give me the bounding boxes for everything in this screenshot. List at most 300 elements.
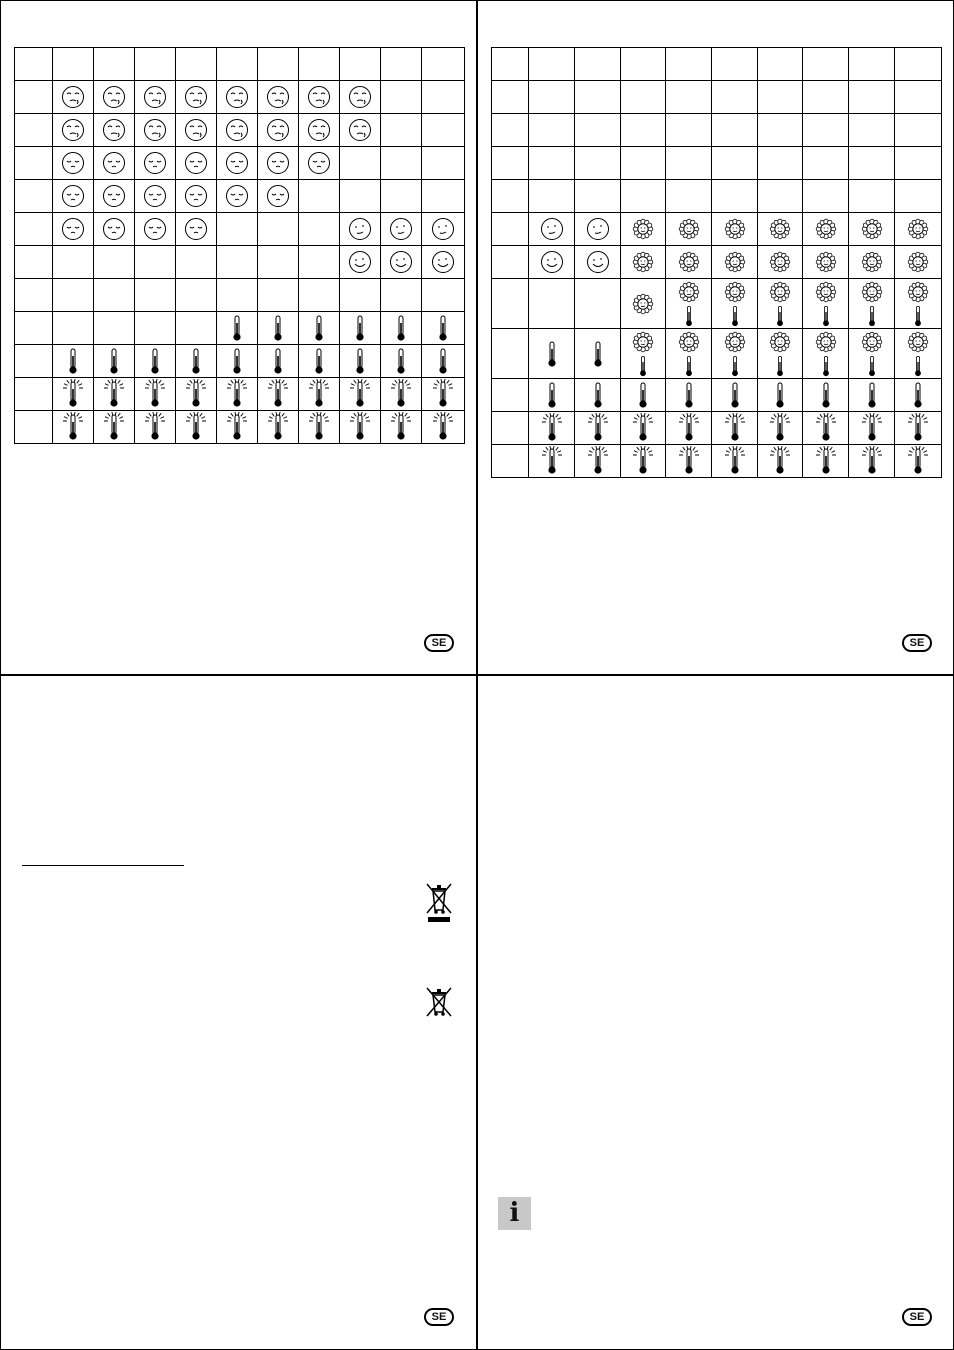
table-cell <box>15 180 53 213</box>
table-cell <box>340 114 381 147</box>
table-cell <box>849 180 895 213</box>
sleepy-face-icon <box>176 151 216 175</box>
table-cell <box>529 48 575 81</box>
table-cell <box>666 147 712 180</box>
thermometer-icon <box>135 346 175 376</box>
flower-icon <box>621 250 665 274</box>
hot-thermometer-icon <box>135 379 175 409</box>
table-cell <box>712 445 758 478</box>
table-row <box>15 114 465 147</box>
table-cell <box>258 246 299 279</box>
sleepy-face-icon <box>258 151 298 175</box>
table-cell <box>176 180 217 213</box>
table-row <box>492 147 942 180</box>
table-cell <box>492 147 529 180</box>
hot-thermometer-icon <box>53 412 93 442</box>
table-cell <box>575 412 621 445</box>
flower-icon <box>849 280 894 328</box>
table-row <box>15 48 465 81</box>
table-cell <box>94 378 135 411</box>
flower-icon <box>895 250 941 274</box>
hot-thermometer-icon <box>712 413 757 443</box>
thermometer-icon <box>258 313 298 343</box>
table-row <box>492 445 942 478</box>
hot-thermometer-icon <box>666 446 711 476</box>
table-cell <box>492 445 529 478</box>
table-cell <box>340 213 381 246</box>
sleepy-face-icon <box>176 217 216 241</box>
flower-icon <box>803 250 848 274</box>
sleepy-face-icon <box>53 184 93 208</box>
table-cell <box>94 246 135 279</box>
table-cell <box>422 114 465 147</box>
tired-face-icon <box>299 85 339 109</box>
table-cell <box>849 412 895 445</box>
sleepy-face-icon <box>53 151 93 175</box>
table-cell <box>895 81 942 114</box>
table-cell <box>712 213 758 246</box>
thermometer-icon <box>381 313 421 343</box>
thermometer-icon <box>895 380 941 410</box>
table-cell <box>340 279 381 312</box>
tired-face-icon <box>217 85 257 109</box>
tired-face-icon <box>176 118 216 142</box>
table-cell <box>217 180 258 213</box>
table-cell <box>575 48 621 81</box>
table-cell <box>15 279 53 312</box>
table-cell <box>529 246 575 279</box>
hot-thermometer-icon <box>621 446 665 476</box>
hot-thermometer-icon <box>621 413 665 443</box>
thermometer-icon <box>666 380 711 410</box>
table-cell <box>217 345 258 378</box>
hot-thermometer-icon <box>340 379 380 409</box>
country-badge: SE <box>424 1308 454 1326</box>
table-cell <box>15 411 53 444</box>
table-cell <box>529 279 575 329</box>
sleepy-face-icon <box>53 217 93 241</box>
sleepy-face-icon <box>217 184 257 208</box>
smiling-face-icon <box>422 250 464 274</box>
hot-thermometer-icon <box>422 379 464 409</box>
table-cell <box>849 81 895 114</box>
table-cell <box>299 312 340 345</box>
thermometer-icon <box>575 339 620 369</box>
flower-icon <box>621 330 665 378</box>
table-cell <box>15 147 53 180</box>
table-cell <box>299 180 340 213</box>
table-cell <box>299 279 340 312</box>
table-cell <box>258 312 299 345</box>
table-cell <box>575 246 621 279</box>
table-cell <box>529 213 575 246</box>
thermometer-icon <box>176 346 216 376</box>
table-cell <box>492 180 529 213</box>
tired-face-icon <box>135 118 175 142</box>
table-cell <box>758 246 803 279</box>
thermometer-icon <box>712 380 757 410</box>
table-cell <box>176 411 217 444</box>
table-cell <box>712 48 758 81</box>
neutral-face-icon <box>422 217 464 241</box>
table-cell <box>575 81 621 114</box>
table-cell <box>621 246 666 279</box>
table-cell <box>53 345 94 378</box>
table-cell <box>381 147 422 180</box>
tired-face-icon <box>299 118 339 142</box>
sleepy-face-icon <box>176 184 216 208</box>
table-row <box>492 329 942 379</box>
hot-thermometer-icon <box>258 412 298 442</box>
hot-thermometer-icon <box>666 413 711 443</box>
table-cell <box>53 411 94 444</box>
tired-face-icon <box>258 85 298 109</box>
table-cell <box>895 147 942 180</box>
flower-icon <box>758 217 802 241</box>
table-cell <box>176 312 217 345</box>
table-cell <box>94 114 135 147</box>
table-cell <box>849 213 895 246</box>
table-cell <box>492 81 529 114</box>
table-cell <box>381 213 422 246</box>
table-cell <box>299 345 340 378</box>
table-cell <box>621 147 666 180</box>
table-cell <box>299 378 340 411</box>
table-cell <box>803 445 849 478</box>
table-cell <box>176 81 217 114</box>
table-cell <box>258 213 299 246</box>
hot-thermometer-icon <box>135 412 175 442</box>
hot-thermometer-icon <box>849 413 894 443</box>
table-cell <box>53 312 94 345</box>
country-badge: SE <box>902 1308 932 1326</box>
table-cell <box>575 329 621 379</box>
table-cell <box>176 48 217 81</box>
table-cell <box>299 213 340 246</box>
table-cell <box>15 312 53 345</box>
sleepy-face-icon <box>94 217 134 241</box>
table-cell <box>849 379 895 412</box>
table-cell <box>94 312 135 345</box>
sleepy-face-icon <box>299 151 339 175</box>
table-cell <box>15 246 53 279</box>
table-cell <box>758 279 803 329</box>
table-cell <box>666 213 712 246</box>
table-row <box>15 180 465 213</box>
tired-face-icon <box>94 118 134 142</box>
tired-face-icon <box>53 118 93 142</box>
table-cell <box>422 147 465 180</box>
hot-thermometer-icon <box>94 412 134 442</box>
table-cell <box>299 246 340 279</box>
table-cell <box>849 147 895 180</box>
table-cell <box>758 213 803 246</box>
smiling-face-icon <box>575 250 620 274</box>
hot-thermometer-icon <box>758 413 802 443</box>
table-cell <box>176 345 217 378</box>
table-cell <box>803 180 849 213</box>
table-cell <box>53 114 94 147</box>
table-cell <box>135 378 176 411</box>
table-cell <box>381 246 422 279</box>
table-cell <box>422 48 465 81</box>
flower-icon <box>621 217 665 241</box>
table-cell <box>575 213 621 246</box>
tired-face-icon <box>340 85 380 109</box>
table-cell <box>94 48 135 81</box>
table-cell <box>340 345 381 378</box>
table-row <box>15 213 465 246</box>
neutral-face-icon <box>340 217 380 241</box>
table-cell <box>666 279 712 329</box>
table-cell <box>135 213 176 246</box>
table-cell <box>135 246 176 279</box>
tired-face-icon <box>176 85 216 109</box>
table-cell <box>849 114 895 147</box>
table-cell <box>176 279 217 312</box>
table-cell <box>135 279 176 312</box>
table-cell <box>575 147 621 180</box>
neutral-face-icon <box>529 217 574 241</box>
table-cell <box>712 329 758 379</box>
table-cell <box>15 378 53 411</box>
table-row <box>15 312 465 345</box>
table-cell <box>422 411 465 444</box>
table-cell <box>895 114 942 147</box>
sleepy-face-icon <box>135 184 175 208</box>
flower-icon <box>803 280 848 328</box>
table-cell <box>758 329 803 379</box>
sleepy-face-icon <box>94 184 134 208</box>
table-cell <box>621 412 666 445</box>
table-cell <box>135 180 176 213</box>
table-cell <box>381 114 422 147</box>
table-cell <box>712 412 758 445</box>
left-symbol-table <box>14 47 465 444</box>
table-cell <box>299 147 340 180</box>
table-cell <box>340 180 381 213</box>
table-cell <box>758 147 803 180</box>
table-cell <box>258 378 299 411</box>
table-cell <box>492 114 529 147</box>
table-cell <box>529 81 575 114</box>
table-cell <box>758 412 803 445</box>
flower-icon <box>849 250 894 274</box>
right-symbol-table <box>491 47 942 478</box>
table-cell <box>381 378 422 411</box>
table-cell <box>135 48 176 81</box>
table-cell <box>135 114 176 147</box>
table-cell <box>803 48 849 81</box>
table-cell <box>422 180 465 213</box>
hot-thermometer-icon <box>529 413 574 443</box>
hot-thermometer-icon <box>94 379 134 409</box>
table-cell <box>176 213 217 246</box>
table-row <box>492 81 942 114</box>
table-cell <box>422 279 465 312</box>
table-cell <box>381 48 422 81</box>
table-cell <box>803 147 849 180</box>
table-cell <box>849 48 895 81</box>
table-cell <box>712 81 758 114</box>
table-cell <box>529 412 575 445</box>
thermometer-icon <box>422 313 464 343</box>
table-cell <box>758 81 803 114</box>
table-cell <box>176 147 217 180</box>
table-cell <box>803 213 849 246</box>
table-row <box>492 246 942 279</box>
table-cell <box>299 48 340 81</box>
hot-thermometer-icon <box>258 379 298 409</box>
table-cell <box>529 180 575 213</box>
table-cell <box>803 279 849 329</box>
thermometer-icon <box>53 346 93 376</box>
thermometer-icon <box>340 313 380 343</box>
tired-face-icon <box>53 85 93 109</box>
table-cell <box>381 180 422 213</box>
crossed-bin-icon <box>424 986 454 1018</box>
flower-icon <box>849 217 894 241</box>
table-cell <box>217 378 258 411</box>
table-row <box>492 180 942 213</box>
table-cell <box>15 81 53 114</box>
table-row <box>492 213 942 246</box>
table-cell <box>422 312 465 345</box>
flower-icon <box>849 330 894 378</box>
table-cell <box>340 81 381 114</box>
hot-thermometer-icon <box>575 446 620 476</box>
table-cell <box>53 147 94 180</box>
flower-icon <box>712 250 757 274</box>
tired-face-icon <box>340 118 380 142</box>
sleepy-face-icon <box>135 217 175 241</box>
table-cell <box>492 279 529 329</box>
table-cell <box>803 329 849 379</box>
info-icon <box>498 1197 531 1230</box>
flower-icon <box>666 217 711 241</box>
hot-thermometer-icon <box>803 413 848 443</box>
hot-thermometer-icon <box>53 379 93 409</box>
table-cell <box>666 412 712 445</box>
table-row <box>15 246 465 279</box>
table-cell <box>529 147 575 180</box>
table-cell <box>53 246 94 279</box>
hot-thermometer-icon <box>217 379 257 409</box>
table-cell <box>217 411 258 444</box>
table-cell <box>53 279 94 312</box>
table-cell <box>492 48 529 81</box>
hot-thermometer-icon <box>422 412 464 442</box>
table-cell <box>15 114 53 147</box>
hot-thermometer-icon <box>340 412 380 442</box>
table-cell <box>176 378 217 411</box>
country-badge: SE <box>424 634 454 652</box>
thermometer-icon <box>217 313 257 343</box>
hot-thermometer-icon <box>575 413 620 443</box>
tired-face-icon <box>217 118 257 142</box>
table-cell <box>94 147 135 180</box>
table-cell <box>895 412 942 445</box>
tired-face-icon <box>135 85 175 109</box>
table-cell <box>621 180 666 213</box>
table-cell <box>803 412 849 445</box>
table-cell <box>135 345 176 378</box>
flower-icon <box>621 292 665 316</box>
smiling-face-icon <box>529 250 574 274</box>
thermometer-icon <box>381 346 421 376</box>
flower-icon <box>803 217 848 241</box>
table-cell <box>94 345 135 378</box>
table-cell <box>492 329 529 379</box>
table-cell <box>258 147 299 180</box>
thermometer-icon <box>529 339 574 369</box>
tired-face-icon <box>94 85 134 109</box>
table-cell <box>712 180 758 213</box>
table-cell <box>803 379 849 412</box>
table-cell <box>217 246 258 279</box>
hot-thermometer-icon <box>217 412 257 442</box>
table-row <box>15 411 465 444</box>
table-cell <box>575 279 621 329</box>
table-cell <box>217 114 258 147</box>
table-cell <box>53 378 94 411</box>
table-cell <box>15 345 53 378</box>
table-cell <box>758 180 803 213</box>
table-cell <box>712 114 758 147</box>
table-cell <box>758 379 803 412</box>
sleepy-face-icon <box>258 184 298 208</box>
table-cell <box>666 180 712 213</box>
table-cell <box>422 378 465 411</box>
flower-icon <box>758 280 802 328</box>
table-cell <box>135 411 176 444</box>
table-cell <box>621 81 666 114</box>
table-cell <box>94 81 135 114</box>
thermometer-icon <box>94 346 134 376</box>
flower-icon <box>895 280 941 328</box>
table-cell <box>299 114 340 147</box>
table-cell <box>803 114 849 147</box>
thermometer-icon <box>422 346 464 376</box>
table-cell <box>666 246 712 279</box>
hot-thermometer-icon <box>712 446 757 476</box>
table-cell <box>217 312 258 345</box>
table-cell <box>258 279 299 312</box>
table-cell <box>258 81 299 114</box>
table-cell <box>895 279 942 329</box>
table-cell <box>803 81 849 114</box>
table-cell <box>422 213 465 246</box>
table-cell <box>299 411 340 444</box>
thermometer-icon <box>575 380 620 410</box>
table-cell <box>803 246 849 279</box>
table-row <box>15 279 465 312</box>
table-cell <box>94 180 135 213</box>
hot-thermometer-icon <box>176 379 216 409</box>
flower-icon <box>803 330 848 378</box>
table-cell <box>340 48 381 81</box>
horizontal-divider <box>0 674 954 676</box>
thermometer-icon <box>849 380 894 410</box>
flower-icon <box>666 280 711 328</box>
table-cell <box>381 312 422 345</box>
table-cell <box>176 246 217 279</box>
table-row <box>15 345 465 378</box>
table-row <box>492 279 942 329</box>
table-cell <box>529 114 575 147</box>
table-cell <box>258 48 299 81</box>
smiling-face-icon <box>381 250 421 274</box>
